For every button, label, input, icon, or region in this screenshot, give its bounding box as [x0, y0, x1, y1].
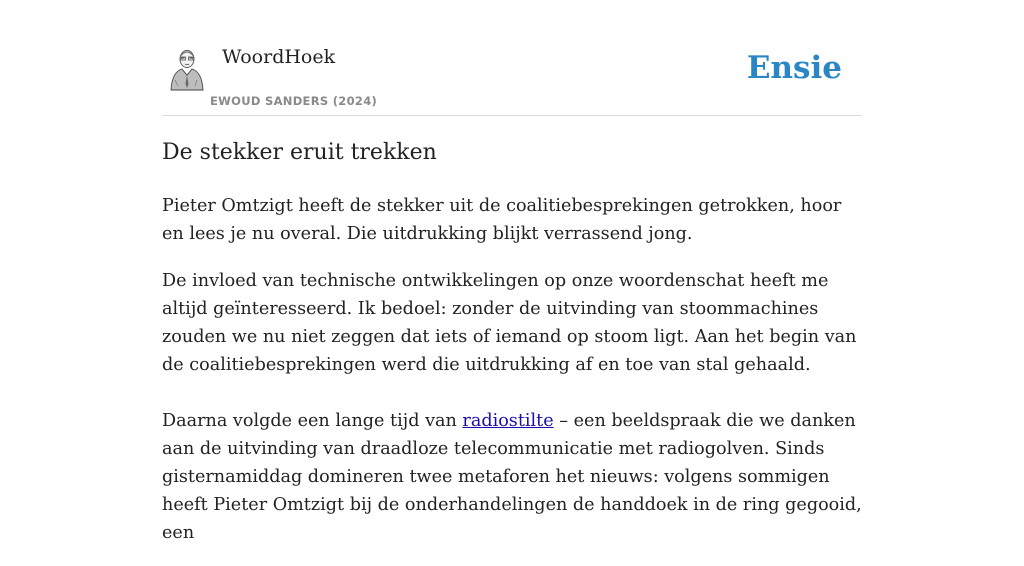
paragraph-2: De invloed van technische ontwikkelingen op onze woordenschat heeft me altijd geïnteresseerd. Ik bedoel: zonder de uitvinding van stoommachines zouden we nu niet zeggen dat iets of iemand op stoom ligt. Aan het begin van de coalitiebesprekingen werd die uitdrukking af en toe van stal gehaald.: [162, 271, 857, 375]
article-body: [162, 192, 862, 566]
article-container: [162, 0, 862, 543]
paragraph-1: Pieter Omtzigt heeft de stekker uit de coalitiebesprekingen getrokken, hoor en lees je nu overal. Die uitdrukking blijkt verrassend jong.: [162, 196, 842, 244]
blog-name-link[interactable]: WoordHoek: [222, 46, 336, 68]
blog-header: [162, 0, 862, 116]
author-portrait-icon[interactable]: [169, 48, 205, 90]
article-title: De stekker eruit trekken: [162, 140, 437, 165]
radiostilte-link[interactable]: radiostilte: [462, 411, 554, 431]
ensie-logo-link[interactable]: Ensie: [746, 50, 842, 86]
paragraph-3: [162, 407, 862, 547]
author-byline: EWOUD SANDERS (2024): [210, 94, 378, 108]
paragraph-3-text-start: Daarna volgde een lange tijd van: [162, 411, 463, 431]
paragraph-3-text-end: – een beeldspraak die we danken aan de uitvinding van draadloze telecommunicatie met radiogolven. Sinds gisternamiddag domineren twee metaforen het nieuws: volgens sommigen heeft Pieter Omtzigt bij de onderhandelingen de handdoek in de ring gegooid, een: [162, 411, 862, 543]
